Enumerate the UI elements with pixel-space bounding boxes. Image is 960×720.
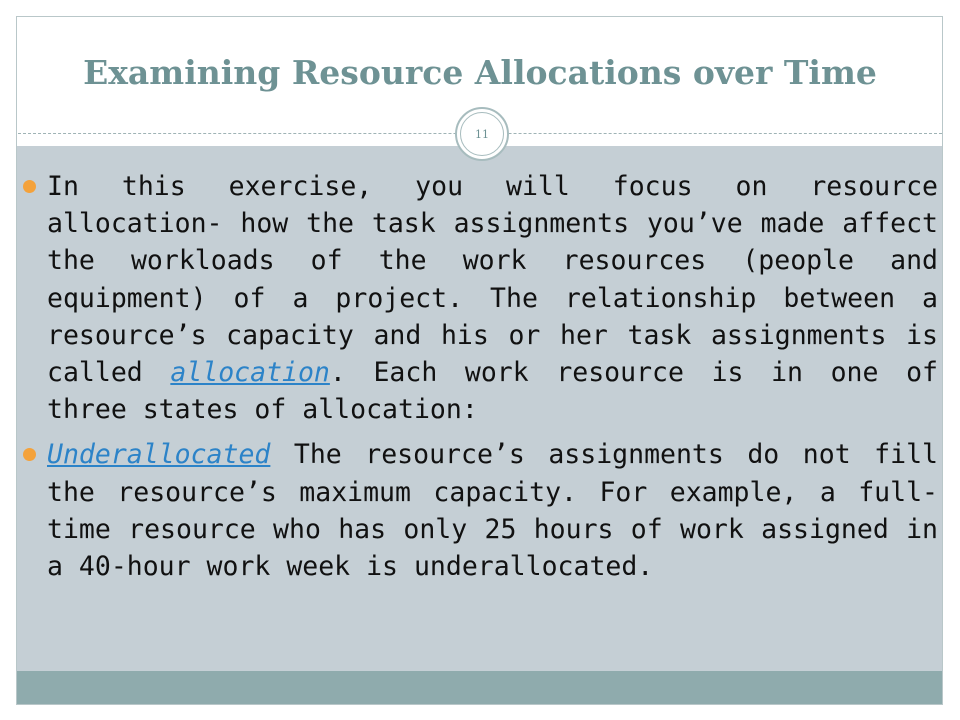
bullet-icon <box>23 448 36 461</box>
slide-title: Examining Resource Allocations over Time <box>83 53 877 92</box>
bullet-item-allocation <box>20 168 938 428</box>
bullet-list <box>20 168 938 593</box>
page-number: 11 <box>460 112 504 156</box>
allocation-link[interactable]: allocation <box>170 357 330 389</box>
bullet-text: In this exercise, you will focus on resource allocation- how the task assignments you’ve made affect the workloads of the work resources (people and equipment) of a project. The relationship between a resource’s capacity and his or her task assignments is called <box>47 171 938 389</box>
bullet-text: . Each work resource is in one of three states of allocation: <box>47 357 938 426</box>
bullet-item-underallocated <box>20 436 938 585</box>
bullet-icon <box>23 180 36 193</box>
footer-band <box>17 671 942 704</box>
bullet-text: The resource’s assignments do not fill the resource’s maximum capacity. For example, a full-time resource who has only 25 hours of work assigned in a 40-hour work week is underallocated. <box>47 439 938 583</box>
underallocated-link[interactable]: Underallocated <box>47 439 271 471</box>
page-number-badge <box>455 107 509 161</box>
